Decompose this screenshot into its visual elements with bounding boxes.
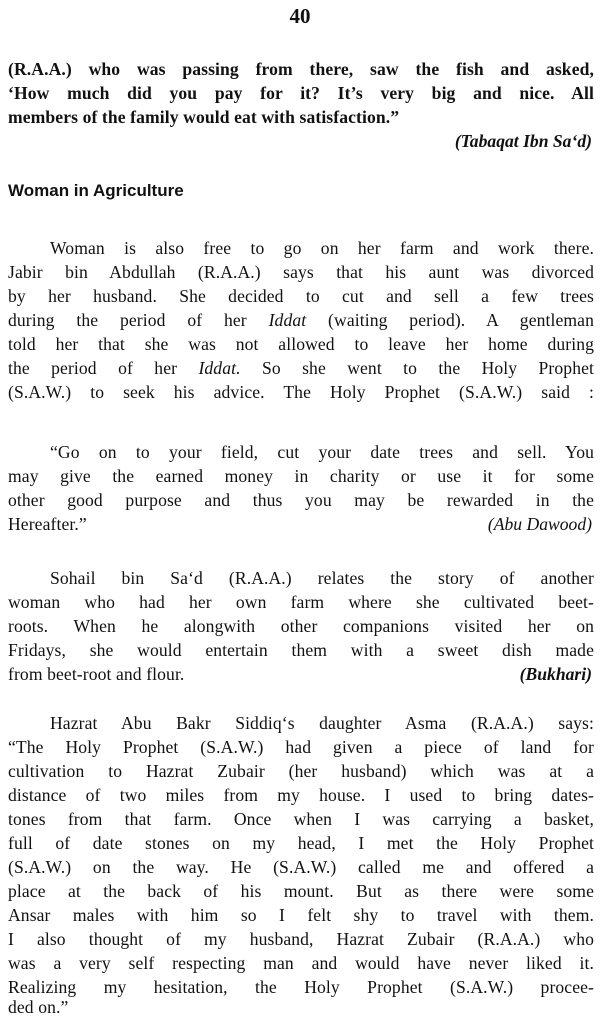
para5-line9: Ansar males with him so I felt shy to travel with them. — [8, 905, 594, 925]
para2-line3: by her husband. She decided to cut and sell a few trees — [8, 286, 594, 306]
para4-line4: Fridays, she would entertain them with a sweet dish made — [8, 640, 594, 660]
para2-line7: (S.A.W.) to seek his advice. The Holy Prophet (S.A.W.) said : — [8, 382, 594, 402]
citation-abu-dawood: (Abu Dawood) — [487, 514, 592, 534]
para2-line1: Woman is also free to go on her farm and work there. — [50, 238, 594, 258]
para5-line10: I also thought of my husband, Hazrat Zubair (R.A.A.) who — [8, 929, 594, 949]
para3-line3: other good purpose and thus you may be rewarded in the — [8, 490, 594, 510]
para4-line1: Sohail bin Sa‘d (R.A.A.) relates the story of another — [50, 568, 594, 588]
para4-line5: from beet-root and flour. — [8, 664, 185, 684]
para4-line2: woman who had her own farm where she cultivated beet- — [8, 592, 594, 612]
para3-line1: “Go on to your field, cut your date trees and sell. You — [50, 442, 594, 462]
para2-line2: Jabir bin Abdullah (R.A.A.) says that his aunt was divorced — [8, 262, 594, 282]
para3-line4: Hereafter.” — [8, 514, 87, 534]
para5-line7: (S.A.W.) on the way. He (S.A.W.) called me and offered a — [8, 857, 594, 877]
para4-line3: roots. When he alongwith other companions visited her on — [8, 616, 594, 636]
para5-line12: Realizing my hesitation, the Holy Prophet (S.A.W.) procee- — [8, 977, 594, 997]
para5-line8: place at the back of his mount. But as there were some — [8, 881, 594, 901]
para5-line11: was a very self respecting man and would have never liked it. — [8, 953, 594, 973]
section-heading: Woman in Agriculture — [8, 181, 184, 200]
para5-line13: ded on.” — [8, 997, 69, 1017]
para5-line6: full of date stones on my head, I met the Holy Prophet — [8, 833, 594, 853]
para1-line1: (R.A.A.) who was passing from there, saw the fish and asked, — [8, 59, 594, 79]
para3-line2: may give the earned money in charity or use it for some — [8, 466, 594, 486]
para2-line6: the period of her Iddat. So she went to the Holy Prophet — [8, 358, 594, 378]
para5-line5: tones from that farm. Once when I was carrying a basket, — [8, 809, 594, 829]
para2-line4: during the period of her Iddat (waiting period). A gentleman — [8, 310, 594, 330]
citation-tabaqat: (Tabaqat Ibn Sa‘d) — [454, 131, 592, 151]
para5-line2: “The Holy Prophet (S.A.W.) had given a piece of land for — [8, 737, 594, 757]
term-iddat: Iddat — [268, 310, 307, 330]
para1-line2: ‘How much did you pay for it? It’s very big and nice. All — [8, 83, 594, 103]
para5-line4: distance of two miles from my house. I used to bring dates- — [8, 785, 594, 805]
term-iddat: Iddat. — [198, 358, 241, 378]
para5-line3: cultivation to Hazrat Zubair (her husband) which was at a — [8, 761, 594, 781]
para5-line1: Hazrat Abu Bakr Siddiq‘s daughter Asma (R.A.A.) says: — [50, 713, 594, 733]
citation-bukhari: (Bukhari) — [519, 664, 592, 684]
para2-line5: told her that she was not allowed to leave her home during — [8, 334, 594, 354]
para1-line3: members of the family would eat with satisfaction.” — [8, 107, 400, 127]
page-number: 40 — [289, 4, 311, 28]
